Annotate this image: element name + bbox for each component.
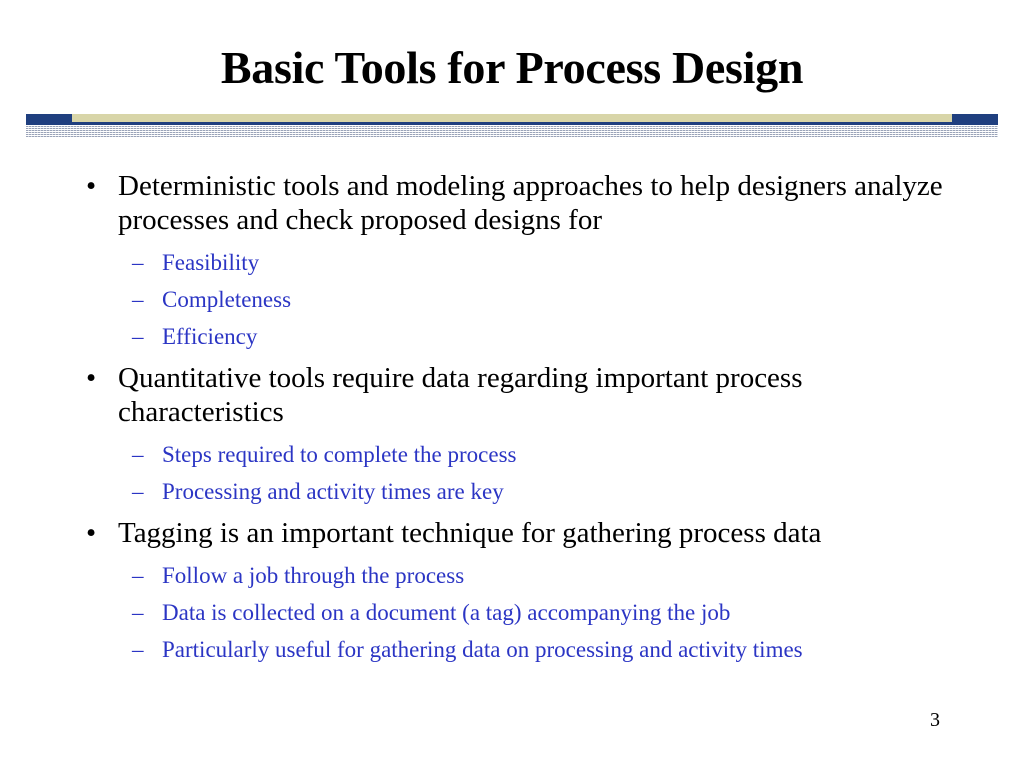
sub-item-text: Data is collected on a document (a tag) accompanying the job xyxy=(162,600,731,625)
sub-item-marker: – xyxy=(132,287,144,312)
sub-item xyxy=(132,249,992,277)
bullet-marker: • xyxy=(86,362,97,394)
bullet-text: Quantitative tools require data regarding important process characteristics xyxy=(118,362,803,428)
sub-item-text: Particularly useful for gathering data on processing and activity times xyxy=(162,637,803,662)
sub-item-marker: – xyxy=(132,637,144,662)
title-rule-top xyxy=(26,114,998,122)
bullet-item xyxy=(86,516,958,550)
sub-item-marker: – xyxy=(132,442,144,467)
bullet-text: Tagging is an important technique for gathering process data xyxy=(118,517,822,549)
sub-item-marker: – xyxy=(132,479,144,504)
title-rule-stripes xyxy=(26,126,998,138)
title-rule-navy xyxy=(26,122,998,125)
bullet-marker: • xyxy=(86,170,97,202)
sub-item xyxy=(132,562,992,590)
sub-item xyxy=(132,441,992,469)
sub-item-text: Feasibility xyxy=(162,250,260,275)
sub-item-marker: – xyxy=(132,563,144,588)
sub-item-text: Steps required to complete the process xyxy=(162,442,517,467)
sub-item-marker: – xyxy=(132,250,144,275)
sub-item-text: Completeness xyxy=(162,287,292,312)
bullet-list xyxy=(0,165,1024,664)
sub-item-text: Follow a job through the process xyxy=(162,563,465,588)
sub-item xyxy=(132,599,992,627)
sub-item-text: Processing and activity times are key xyxy=(162,479,504,504)
sub-item-marker: – xyxy=(132,324,144,349)
sub-item-text: Efficiency xyxy=(162,324,258,349)
bullet-text: Deterministic tools and modeling approaches to help designers analyze processes and check proposed designs for xyxy=(118,170,943,236)
sub-item xyxy=(132,478,992,506)
sub-item xyxy=(132,636,992,664)
sub-item xyxy=(132,323,992,351)
page-number: 3 xyxy=(930,709,940,731)
sub-item-marker: – xyxy=(132,600,144,625)
slide-title: Basic Tools for Process Design xyxy=(220,42,804,93)
bullet-marker: • xyxy=(86,517,97,549)
bullet-item xyxy=(86,169,958,237)
title-rule-right-cap xyxy=(952,114,998,122)
sub-item xyxy=(132,286,992,314)
title-rule-left-cap xyxy=(26,114,72,122)
bullet-item xyxy=(86,361,958,429)
